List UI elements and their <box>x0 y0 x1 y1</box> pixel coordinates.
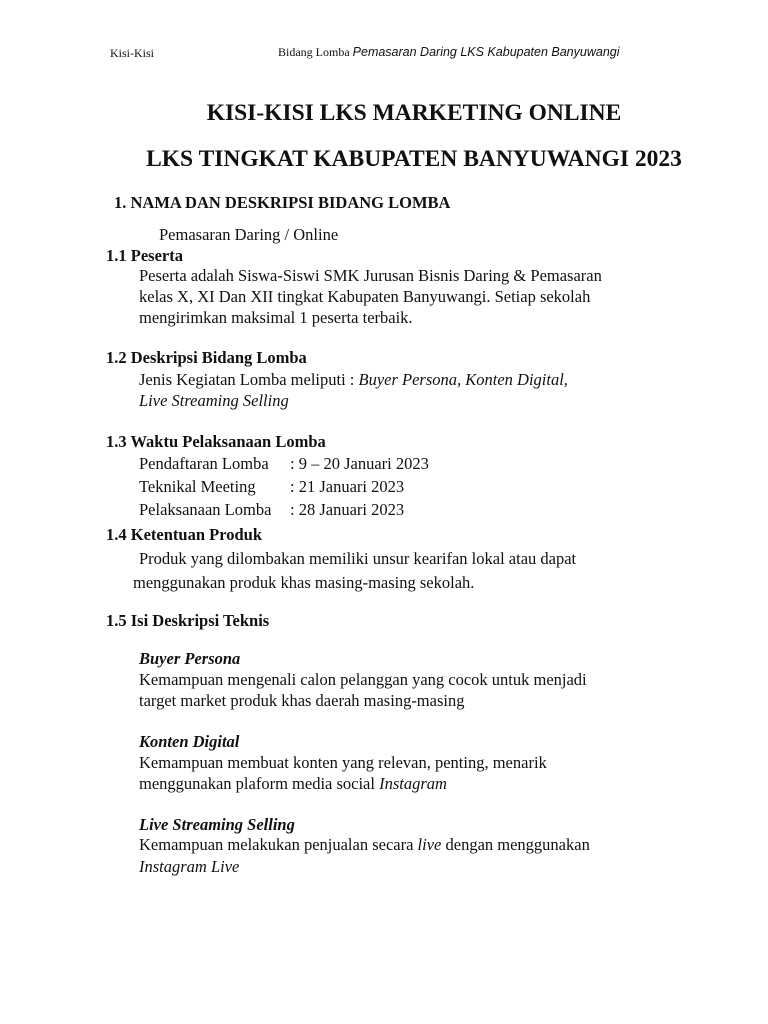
header-italic-text: Pemasaran Daring LKS Kabupaten Banyuwangi <box>352 45 620 59</box>
buyer-persona-title: Buyer Persona <box>139 649 241 668</box>
schedule-label: Pelaksanaan Lomba <box>139 500 272 519</box>
peserta-paragraph <box>139 265 602 328</box>
document-subtitle: LKS TINGKAT KABUPATEN BANYUWANGI 2023 <box>146 146 682 172</box>
schedule-label: Pendaftaran Lomba <box>139 454 269 473</box>
section-heading-1-4: 1.4 Ketentuan Produk <box>106 525 263 544</box>
live-streaming-line-1 <box>139 835 590 855</box>
page-header-right <box>278 45 620 60</box>
header-prefix: Bidang Lomba <box>278 45 353 59</box>
document-title: KISI-KISI LKS MARKETING ONLINE <box>206 100 622 126</box>
paragraph-line: kelas X, XI Dan XII tingkat Kabupaten Banyuwangi. Setiap sekolah <box>139 287 591 306</box>
schedule-value: : 28 Januari 2023 <box>290 500 405 519</box>
produk-line-1: Produk yang dilombakan memiliki unsur kearifan lokal atau dapat <box>139 549 577 568</box>
section-1-subtitle: Pemasaran Daring / Online <box>159 225 339 244</box>
text-italic: live <box>417 835 442 854</box>
text-plain: dengan menggunakan <box>441 835 590 854</box>
schedule-value: : 9 – 20 Januari 2023 <box>290 454 429 473</box>
text-plain: menggunakan plaform media social <box>139 774 380 793</box>
produk-line-2: menggunakan produk khas masing-masing sekolah. <box>133 573 475 592</box>
text-plain: Jenis Kegiatan Lomba meliputi : <box>139 370 359 389</box>
buyer-persona-line-1: Kemampuan mengenali calon pelanggan yang cocok untuk menjadi <box>139 670 587 689</box>
text-plain: Kemampuan melakukan penjualan secara <box>139 835 418 854</box>
section-heading-1-5: 1.5 Isi Deskripsi Teknis <box>106 611 270 630</box>
deskripsi-line-1 <box>139 370 568 390</box>
text-italic: Instagram <box>379 774 447 793</box>
section-heading-1: 1. NAMA DAN DESKRIPSI BIDANG LOMBA <box>114 193 451 212</box>
text-italic: Buyer Persona, Konten Digital, <box>358 370 568 389</box>
buyer-persona-line-2: target market produk khas daerah masing-masing <box>139 691 465 710</box>
live-streaming-title: Live Streaming Selling <box>139 815 295 834</box>
konten-digital-line-1: Kemampuan membuat konten yang relevan, penting, menarik <box>139 753 547 772</box>
section-heading-1-3: 1.3 Waktu Pelaksanaan Lomba <box>106 432 326 451</box>
section-heading-1-2: 1.2 Deskripsi Bidang Lomba <box>106 348 307 367</box>
page-header-left: Kisi-Kisi <box>110 46 155 60</box>
konten-digital-line-2 <box>139 774 447 794</box>
schedule-label: Teknikal Meeting <box>139 477 256 496</box>
schedule-value: : 21 Januari 2023 <box>290 477 405 496</box>
paragraph-line: Peserta adalah Siswa-Siswi SMK Jurusan Bisnis Daring & Pemasaran <box>139 266 602 285</box>
live-streaming-line-2: Instagram Live <box>139 857 240 876</box>
deskripsi-line-2: Live Streaming Selling <box>139 391 289 410</box>
paragraph-line: mengirimkan maksimal 1 peserta terbaik. <box>139 308 413 327</box>
konten-digital-title: Konten Digital <box>139 732 240 751</box>
section-heading-1-1: 1.1 Peserta <box>106 246 183 265</box>
